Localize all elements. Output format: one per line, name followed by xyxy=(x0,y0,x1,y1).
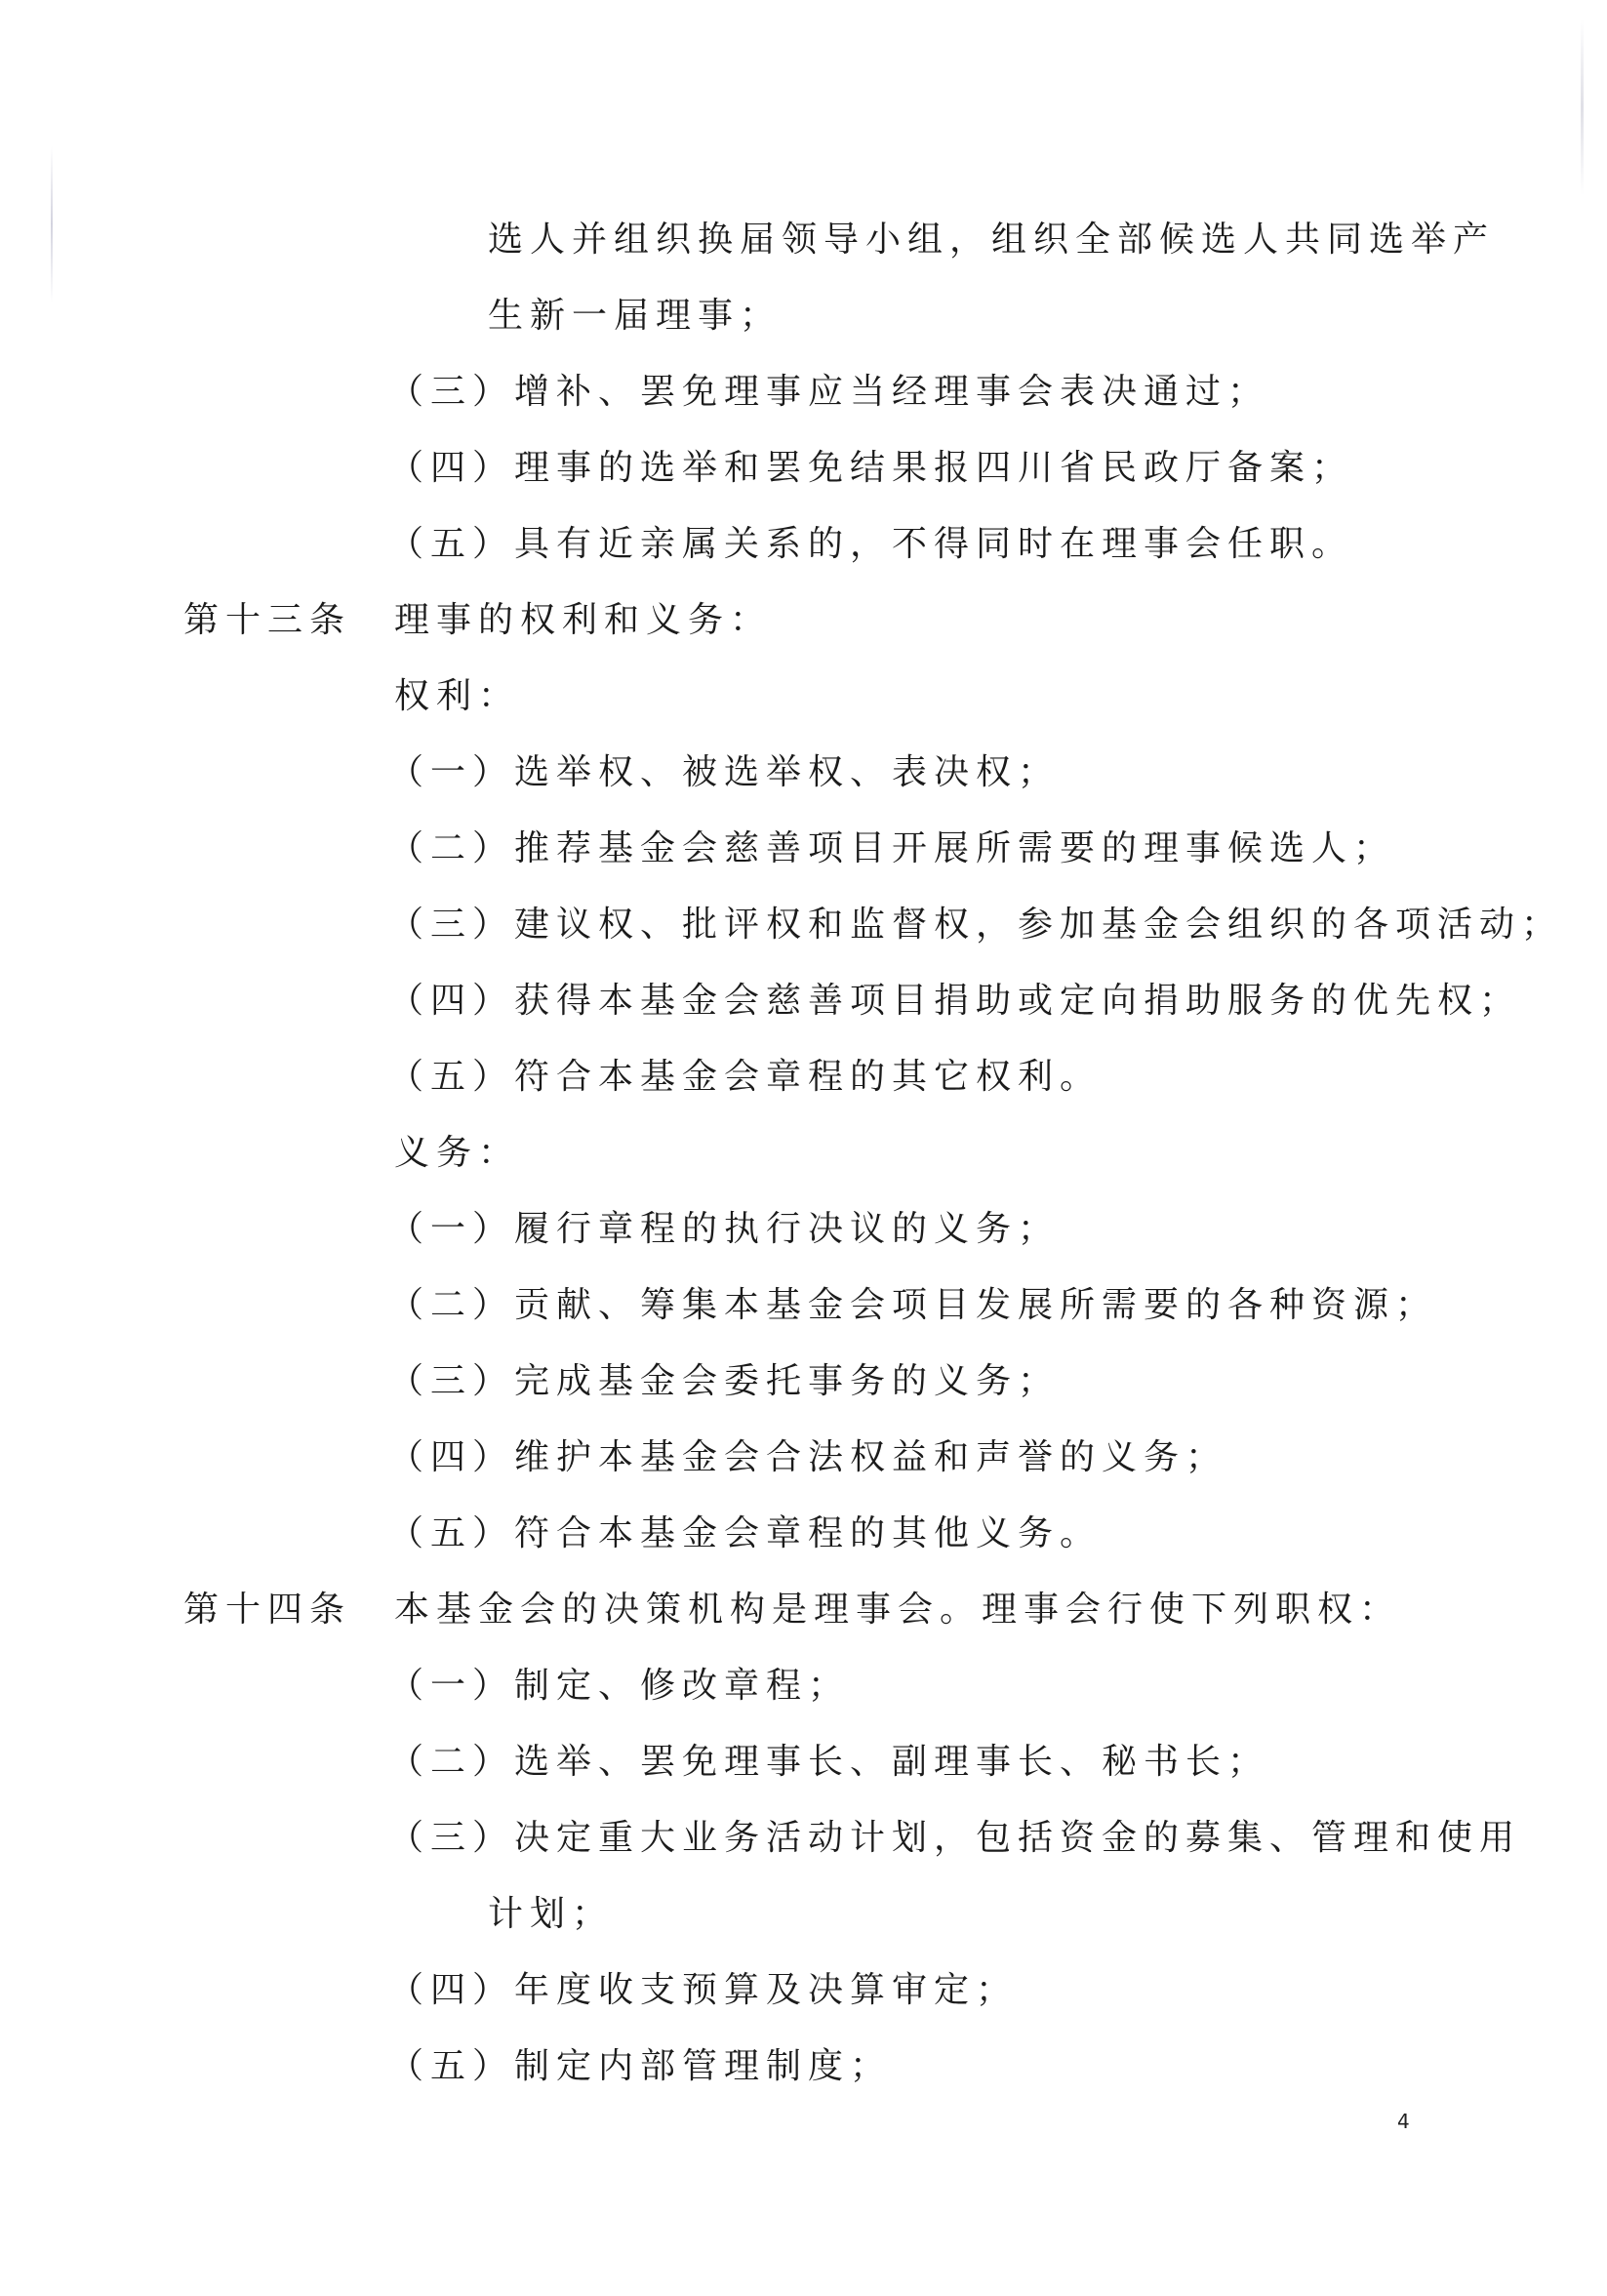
text-line: 计划； xyxy=(488,1894,615,1934)
article-label: 第十三条 xyxy=(183,600,352,640)
text-line: （四）年度收支预算及决算审定； xyxy=(388,1970,1019,2010)
text-line: （一）履行章程的执行决议的义务； xyxy=(388,1209,1061,1249)
text-line: （一）制定、修改章程； xyxy=(388,1666,851,1706)
text-line: （二）选举、罢免理事长、副理事长、秘书长； xyxy=(388,1742,1270,1782)
text-line: （三）增补、罢免理事应当经理事会表决通过； xyxy=(388,372,1270,412)
text-line: （四）维护本基金会合法权益和声誉的义务； xyxy=(388,1437,1228,1477)
text-line: 理事的权利和义务： xyxy=(394,600,773,640)
text-line: （三）决定重大业务活动计划，包括资金的募集、管理和使用 xyxy=(388,1818,1522,1858)
text-line: （四）理事的选举和罢免结果报四川省民政厅备案； xyxy=(388,448,1354,488)
section-heading: 权利： xyxy=(394,676,521,716)
article-label: 第十四条 xyxy=(183,1590,352,1630)
scan-artifact xyxy=(1581,20,1584,195)
text-line: （二）推荐基金会慈善项目开展所需要的理事候选人； xyxy=(388,828,1396,868)
section-heading: 义务： xyxy=(394,1133,521,1173)
text-line: （三）建议权、批评权和监督权，参加基金会组织的各项活动； xyxy=(388,905,1564,945)
text-line: （五）制定内部管理制度； xyxy=(388,2046,893,2086)
text-line: 选人并组织换届领导小组，组织全部候选人共同选举产 xyxy=(488,220,1496,260)
text-line: （四）获得本基金会慈善项目捐助或定向捐助服务的优先权； xyxy=(388,981,1522,1021)
scan-artifact xyxy=(51,146,53,302)
text-line: （五）符合本基金会章程的其他义务。 xyxy=(388,1513,1103,1553)
text-line: 生新一届理事； xyxy=(488,296,783,336)
text-line: （一）选举权、被选举权、表决权； xyxy=(388,752,1061,792)
text-line: （三）完成基金会委托事务的义务； xyxy=(388,1361,1061,1401)
text-line: （二）贡献、筹集本基金会项目发展所需要的各种资源； xyxy=(388,1285,1438,1325)
text-line: （五）具有近亲属关系的，不得同时在理事会任职。 xyxy=(388,524,1354,564)
text-line: 本基金会的决策机构是理事会。理事会行使下列职权： xyxy=(394,1590,1402,1630)
page-number: 4 xyxy=(1397,2110,1410,2133)
text-line: （五）符合本基金会章程的其它权利。 xyxy=(388,1057,1103,1097)
